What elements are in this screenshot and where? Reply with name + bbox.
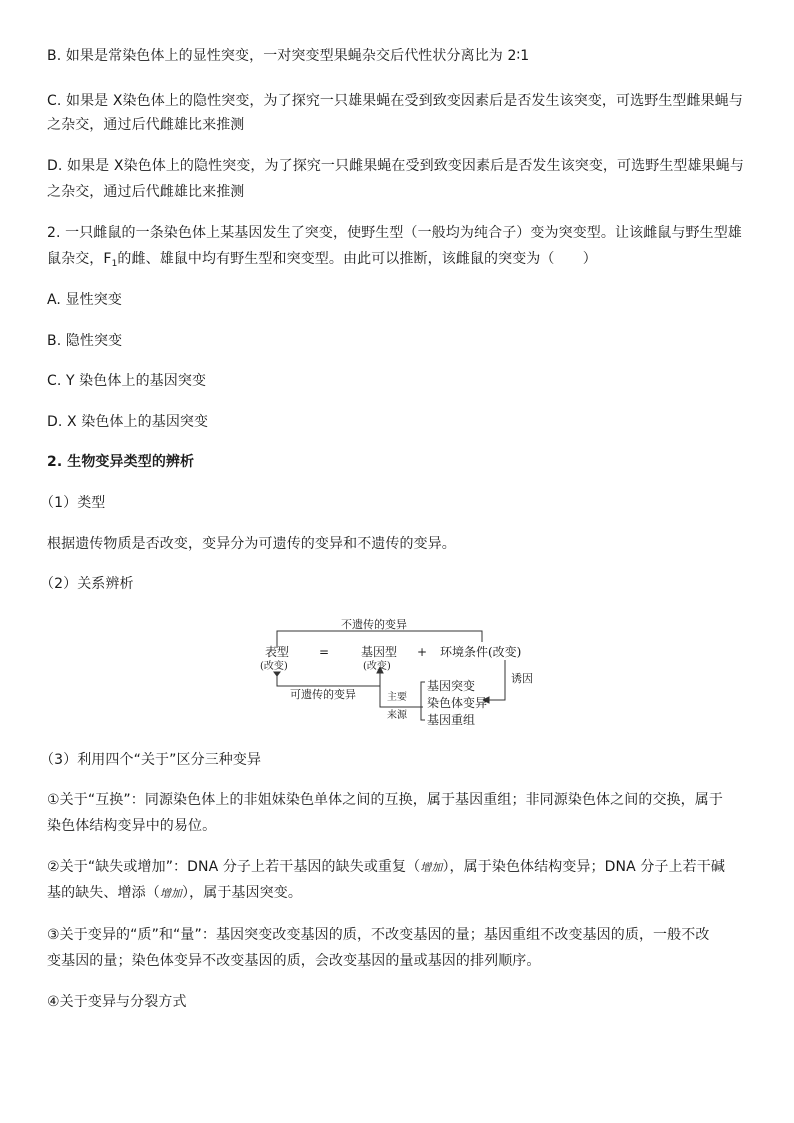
question2-stem-line1: 2. 一只雌鼠的一条染色体上某基因发生了突变，使野生型（一般均为纯合子）变为突变型。让该雌鼠与野生型雄: [47, 225, 742, 241]
label-main-source-1: 主要: [387, 692, 407, 703]
label-equals: =: [319, 645, 330, 659]
induce-bracket-line: [489, 660, 505, 700]
point3-line1: ③关于变异的“质”和“量”：基因突变改变基因的质，不改变基因的量；基因重组不改变基因的质，一般不改: [47, 927, 710, 943]
section2-heading: 2. 生物变异类型的辨析: [47, 454, 195, 470]
option-b-prev: B. 如果是常染色体上的显性突变，一对突变型果蝇杂交后代性状分离比为 2∶1: [47, 48, 530, 64]
source-gene-recombination: 基因重组: [427, 713, 476, 727]
label-genotype-note: (改变): [363, 661, 391, 672]
point2-line2: 基的缺失、增添（增加），属于基因突变。: [47, 885, 302, 901]
question2-option-d: D. X 染色体上的基因突变: [47, 414, 209, 430]
label-induce: 诱因: [511, 672, 533, 685]
label-heritable: 可遗传的变异: [290, 688, 356, 701]
label-non-heritable: 不遗传的变异: [341, 618, 407, 631]
option-d-prev-line1: D. 如果是 X染色体上的隐性突变，为了探究一只雌果蝇在受到致变因素后是否发生该突变，可选野生型雄果蝇与: [47, 158, 744, 174]
label-plus: +: [417, 645, 428, 659]
arrow-head-left: [274, 672, 280, 676]
point4: ④关于变异与分裂方式: [47, 994, 187, 1010]
source-gene-mutation: 基因突变: [427, 679, 476, 693]
label-environment: 环境条件(改变): [440, 645, 522, 659]
question2-stem-line2: 鼠杂交，$F_1$的雌、雄鼠中均有野生型和突变型。由此可以推断，该雌鼠的突变为（ ）: [47, 251, 597, 269]
point1-line2: 染色体结构变异中的易位。: [47, 818, 217, 834]
point1-line1: ①关于“互换”：同源染色体上的非姐妹染色单体之间的互换，属于基因重组；非同源染色体之间的交换，属于: [47, 792, 723, 808]
section2-sub3-title: （3）利用四个“关于”区分三种变异: [40, 752, 262, 768]
option-c-prev-line1: C. 如果是 X染色体上的隐性突变，为了探究一只雄果蝇在受到致变因素后是否发生该突变，可选野生型雌果蝇与: [47, 93, 743, 109]
label-phenotype-note: (改变): [260, 661, 288, 672]
question2-option-c: C. Y 染色体上的基因突变: [47, 373, 207, 389]
label-main-source-2: 来源: [387, 710, 407, 721]
section2-sub2-title: （2）关系辨析: [40, 576, 134, 592]
source-chromosome-variation: 染色体变异: [427, 696, 488, 710]
question2-option-b: B. 隐性突变: [47, 333, 123, 349]
label-phenotype: 表型: [265, 645, 290, 659]
section2-sub1-text: 根据遗传物质是否改变，变异分为可遗传的变异和不遗传的变异。: [47, 536, 456, 552]
section2-sub1-title: （1）类型: [40, 495, 106, 511]
variation-relation-diagram: [255, 612, 555, 732]
option-c-prev-line2: 之杂交，通过后代雌雄比来推测: [47, 117, 245, 133]
point2-line1: ②关于“缺失或增加”：DNA 分子上若干基因的缺失或重复（增加），属于染色体结构变异；DNA 分子上若干碱: [47, 859, 725, 875]
point3-line2: 变基因的量；染色体变异不改变基因的质，会改变基因的量或基因的排列顺序。: [47, 953, 541, 969]
sources-brace: [421, 682, 425, 720]
option-d-prev-line2: 之杂交，通过后代雌雄比来推测: [47, 184, 245, 200]
question2-option-a: A. 显性突变: [47, 292, 122, 308]
label-genotype: 基因型: [361, 645, 398, 659]
